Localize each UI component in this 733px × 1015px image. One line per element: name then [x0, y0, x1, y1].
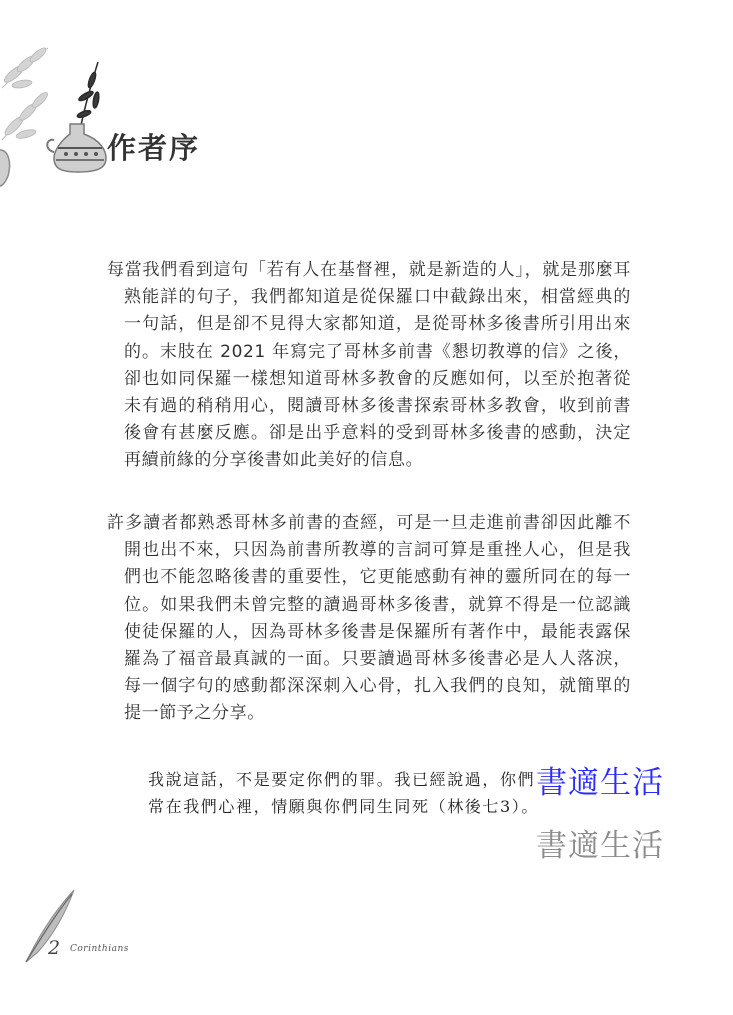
body-paragraph-2: 許多讀者都熟悉哥林多前書的查經，可是一旦走進前書卻因此離不開也出不來，只因為前書所教導的言詞可算是重挫人心，但是我們也不能忽略後書的重要性，它更能感動有神的靈所同在的每一位。如果我們未曾完整的讀過哥林多後書，就算不得是一位認識使徒保羅的人，因為哥林多後書是保羅所有著作中，最能表露保羅為了福音最真誠的一面。只要讀過哥林多後書必是人人落淚，每一個字句的感動都深深刺入心骨，扎入我們的良知，就簡單的提一節予之分享。	[107, 513, 631, 724]
running-head: Corinthians	[70, 944, 129, 954]
watermark-gray: 書適生活	[536, 828, 664, 864]
page-title: 作者序	[107, 131, 201, 165]
watermark-blue: 書適生活	[536, 765, 664, 801]
floral-jar-decoration	[0, 0, 120, 200]
page-number: 2	[48, 937, 61, 959]
scripture-quote: 我說這話，不是要定你們的罪。我已經說過，你們常在我們心裡，情願與你們同生同死（林後七3）。	[148, 770, 539, 816]
body-paragraph-1: 每當我們看到這句「若有人在基督裡，就是新造的人」，就是那麼耳熟能詳的句子，我們都知道是從保羅口中截錄出來，相當經典的一句話，但是卻不見得大家都知道，是從哥林多後書所引用出來的。末肢在 2021 年寫完了哥林多前書《懇切教導的信》之後，卻也如同保羅一樣想知道哥林多教會的反應如何，以至於抱著從未有過的稍稍用心，閱讀哥林多後書探索哥林多教會，收到前書後會有甚麼反應。卻是出乎意料的受到哥林多後書的感動，決定再續前緣的分享後書如此美好的信息。	[107, 260, 631, 471]
